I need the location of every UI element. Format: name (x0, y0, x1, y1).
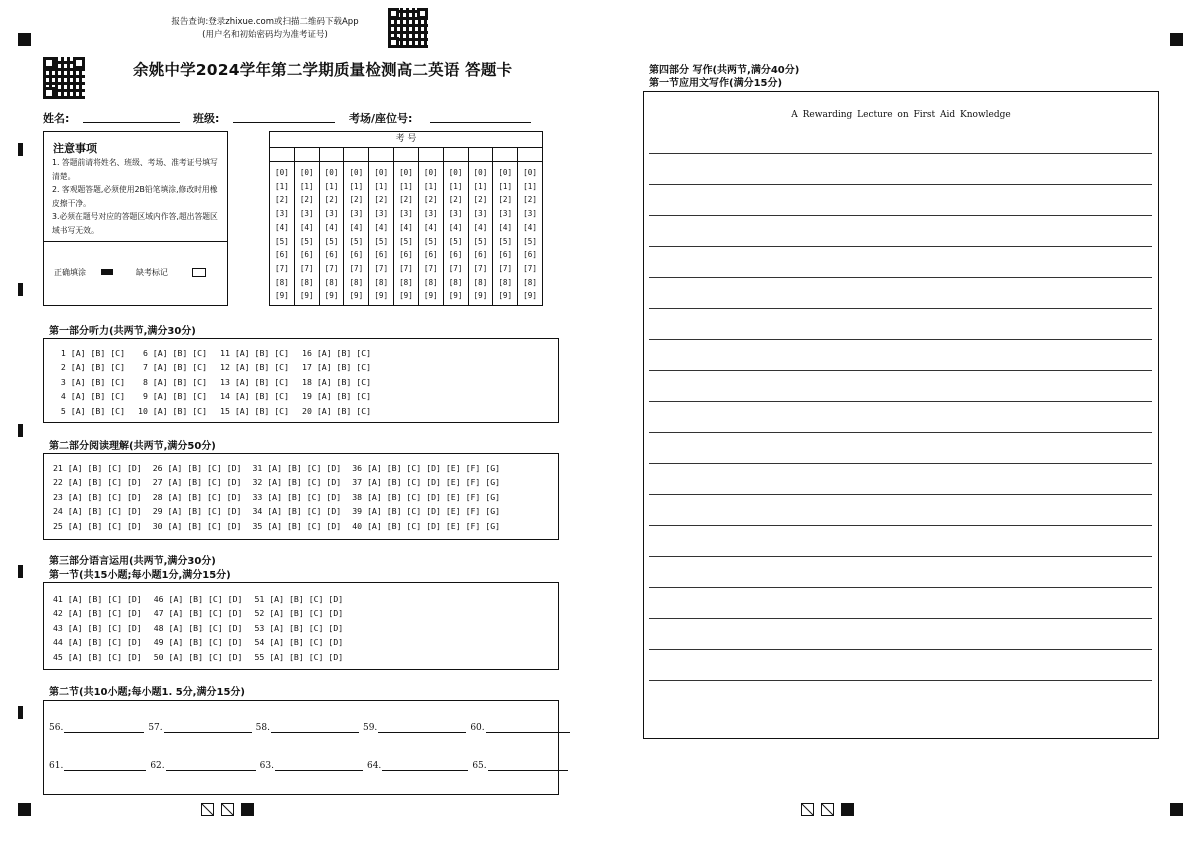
exam-digit-bubble[interactable]: [8] (523, 277, 537, 287)
answer-column (53, 592, 142, 664)
exam-digit-bubble[interactable]: [1] (473, 181, 488, 191)
answer-row[interactable]: 50 [A] [B] [C] [D] (153, 651, 243, 662)
exam-digit-bubble[interactable]: [5] (423, 236, 438, 246)
writing-line[interactable] (649, 277, 1152, 278)
answer-row[interactable]: 27 [A] [B] [C] [D] (152, 477, 242, 488)
exam-digit-bubble[interactable]: [9] (423, 291, 438, 301)
writing-box (643, 91, 1159, 739)
answer-row[interactable]: 4 [A] [B] [C] (56, 391, 126, 402)
part1-title: 第一部分听力(共两节,满分30分) (49, 326, 196, 337)
writing-line[interactable] (649, 215, 1152, 216)
exam-digit-bubble[interactable]: [2] (448, 195, 463, 205)
blank-64[interactable] (382, 760, 468, 771)
part4-section1-title: 第一节应用文写作(满分15分) (649, 78, 783, 89)
blank-number: 65. (472, 761, 487, 771)
exam-digit-bubble[interactable]: [8] (324, 277, 339, 287)
answer-column (154, 592, 243, 664)
exam-digit-bubble[interactable]: [0] (523, 168, 537, 177)
answer-row[interactable]: 44 [A] [B] [C] [D] (53, 637, 142, 648)
answer-row[interactable]: 54 [A] [B] [C] [D] (254, 637, 344, 648)
exam-digit-bubble[interactable]: [0] (423, 168, 438, 177)
notes-item: 2. 客观题答题,必须使用2B铅笔填涂,修改时用橡皮擦干净。 (52, 185, 218, 208)
exam-digit-bubble[interactable]: [4] (374, 222, 389, 232)
answer-column (220, 346, 289, 418)
answer-column (56, 346, 125, 418)
answer-row[interactable]: 23 [A] [B] [C] [D] (53, 491, 142, 502)
blank-number: 60. (470, 723, 485, 733)
exam-digit-bubble[interactable]: [8] (399, 277, 413, 287)
exam-number-column (320, 147, 345, 306)
exam-digit-bubble[interactable]: [0] (324, 168, 339, 177)
page-mark-group-left (201, 803, 254, 816)
correct-fill-label: 正确填涂 (54, 268, 86, 277)
writing-line[interactable] (649, 556, 1152, 557)
exam-digit-bubble[interactable]: [9] (374, 291, 389, 301)
answer-row[interactable]: 52 [A] [B] [C] [D] (254, 608, 344, 619)
exam-digit-bubble[interactable]: [7] (448, 263, 463, 273)
answer-row[interactable]: 39 [A] [B] [C] [D] [E] [F] [G] (352, 506, 501, 517)
notes-item: 3.必须在题号对应的答题区域内作答,超出答题区域书写无效。 (52, 212, 218, 235)
exam-digit-bubble[interactable]: [2] (374, 195, 389, 205)
blank-number: 62. (150, 761, 165, 771)
exam-number-header: 考 号 (270, 132, 542, 148)
exam-digit-bubble[interactable]: [1] (275, 181, 289, 191)
exam-digit-bubble[interactable]: [7] (275, 263, 289, 273)
exam-digit-bubble[interactable]: [4] (275, 222, 289, 232)
timing-mark (18, 565, 23, 578)
page-mark-group-right (801, 803, 854, 816)
exam-digit-bubble[interactable]: [6] (473, 250, 488, 260)
part4-title: 第四部分 写作(共两节,满分40分) (649, 65, 800, 76)
report-query-line2: (用户名和初始密码均为准考证号) (202, 30, 328, 40)
exam-digit-bubble[interactable]: [4] (423, 222, 438, 232)
exam-digit-bubble[interactable]: [8] (423, 277, 438, 287)
exam-digit-bubble[interactable]: [0] (275, 168, 289, 177)
exam-digit-bubble[interactable]: [1] (448, 181, 463, 191)
student-qr-code-icon (43, 57, 85, 99)
exam-digit-bubble[interactable]: [6] (423, 250, 438, 260)
writing-line[interactable] (649, 153, 1152, 154)
answer-row[interactable]: 25 [A] [B] [C] [D] (53, 520, 142, 531)
corner-mark-bottom-left (18, 803, 31, 816)
exam-digit-bubble[interactable]: [7] (349, 263, 364, 273)
exam-digit-bubble[interactable]: [6] (349, 250, 364, 260)
blank-63[interactable] (275, 760, 363, 771)
exam-digit-bubble[interactable]: [3] (374, 209, 389, 219)
answer-row[interactable]: 47 [A] [B] [C] [D] (153, 608, 243, 619)
blank-number: 61. (49, 761, 64, 771)
exam-digit-bubble[interactable]: [3] (523, 209, 537, 219)
exam-number-column (419, 147, 444, 306)
exam-digit-bubble[interactable]: [1] (423, 181, 438, 191)
exam-digit-bubble[interactable]: [8] (299, 277, 314, 287)
exam-digit-bubble[interactable]: [5] (448, 236, 463, 246)
writing-line[interactable] (649, 308, 1152, 309)
seat-field[interactable] (430, 122, 531, 123)
answer-row[interactable]: 21 [A] [B] [C] [D] (53, 463, 142, 473)
answer-row[interactable]: 15 [A] [B] [C] (220, 405, 290, 416)
exam-digit-bubble[interactable]: [6] (324, 250, 339, 260)
answer-column (138, 346, 207, 418)
blank-number: 58. (255, 723, 270, 733)
part3-answer-box (43, 582, 559, 670)
exam-digit-bubble[interactable]: [5] (498, 236, 513, 246)
blank-57[interactable] (164, 722, 252, 733)
answer-row[interactable]: 9 [A] [B] [C] (138, 391, 208, 402)
exam-digit-bubble[interactable]: [7] (498, 263, 513, 273)
answer-row[interactable]: 33 [A] [B] [C] [D] (252, 491, 342, 502)
part3-title: 第三部分语言运用(共两节,满分30分) (49, 556, 216, 567)
exam-digit-bubble[interactable]: [1] (498, 181, 513, 191)
blank-62[interactable] (166, 760, 256, 771)
exam-digit-bubble[interactable]: [1] (299, 181, 314, 191)
answer-row[interactable]: 20 [A] [B] [C] (302, 405, 372, 416)
report-query-notice (170, 16, 360, 42)
exam-digit-bubble[interactable]: [6] (448, 250, 463, 260)
answer-row[interactable]: 10 [A] [B] [C] (138, 405, 208, 416)
timing-mark (18, 424, 23, 437)
exam-digit-bubble[interactable]: [3] (423, 209, 438, 219)
answer-row[interactable]: 26 [A] [B] [C] [D] (152, 463, 242, 473)
filled-box-icon (841, 803, 854, 816)
exam-digit-bubble[interactable]: [4] (498, 222, 513, 232)
exam-digit-bubble[interactable]: [7] (399, 263, 413, 273)
exam-number-column (344, 147, 369, 306)
exam-digit-bubble[interactable]: [1] (399, 181, 413, 191)
answer-row[interactable]: 3 [A] [B] [C] (56, 376, 126, 387)
answer-row[interactable]: 40 [A] [B] [C] [D] [E] [F] [G] (352, 520, 501, 531)
exam-digit-bubble[interactable]: [2] (399, 195, 413, 205)
exam-digit-bubble[interactable]: [2] (498, 195, 513, 205)
answer-row[interactable]: 31 [A] [B] [C] [D] (252, 463, 342, 473)
blank-number: 57. (148, 723, 163, 733)
exam-digit-bubble[interactable]: [0] (299, 168, 314, 177)
part2-title: 第二部分阅读理解(共两节,满分50分) (49, 441, 216, 452)
answer-row[interactable]: 55 [A] [B] [C] [D] (254, 651, 344, 662)
exam-digit-bubble[interactable]: [4] (299, 222, 314, 232)
part3-section1-title: 第一节(共15小题;每小题1分,满分15分) (49, 570, 231, 581)
exam-number-column (444, 147, 469, 306)
blank-65[interactable] (488, 760, 568, 771)
writing-line[interactable] (649, 401, 1152, 402)
exam-digit-bubble[interactable]: [8] (275, 277, 289, 287)
blank-number: 63. (259, 761, 274, 771)
answer-column (252, 461, 341, 533)
blank-number: 64. (366, 761, 382, 771)
absent-mark-label: 缺考标记 (136, 268, 168, 277)
answer-row[interactable]: 30 [A] [B] [C] [D] (152, 520, 242, 531)
exam-digit-bubble[interactable]: [0] (498, 168, 513, 177)
answer-row[interactable]: 28 [A] [B] [C] [D] (152, 491, 242, 502)
exam-digit-bubble[interactable]: [7] (523, 263, 537, 273)
answer-column (302, 346, 371, 418)
fill-blank-box (43, 700, 559, 795)
exam-digit-bubble[interactable]: [5] (299, 236, 314, 246)
exam-digit-bubble[interactable]: [9] (349, 291, 364, 301)
exam-digit-bubble[interactable]: [5] (275, 236, 289, 246)
answer-row[interactable]: 5 [A] [B] [C] (56, 405, 126, 416)
answer-row[interactable]: 38 [A] [B] [C] [D] [E] [F] [G] (352, 491, 501, 502)
part1-answer-box (43, 338, 559, 423)
exam-digit-bubble[interactable]: [4] (523, 222, 537, 232)
exam-digit-bubble[interactable]: [8] (448, 277, 463, 287)
exam-digit-bubble[interactable]: [5] (399, 236, 413, 246)
exam-digit-bubble[interactable]: [3] (498, 209, 513, 219)
answer-row[interactable]: 19 [A] [B] [C] (302, 391, 372, 402)
exam-digit-bubble[interactable]: [5] (523, 236, 537, 246)
answer-column (254, 592, 343, 664)
exam-digit-bubble[interactable]: [3] (324, 209, 339, 219)
exam-number-column (493, 147, 518, 306)
writing-line[interactable] (649, 432, 1152, 433)
timing-mark (18, 706, 23, 719)
writing-line[interactable] (649, 680, 1152, 681)
exam-digit-bubble[interactable]: [2] (473, 195, 488, 205)
writing-line[interactable] (649, 370, 1152, 371)
exam-number-column (270, 147, 295, 306)
exam-digit-bubble[interactable]: [0] (374, 168, 389, 177)
exam-digit-bubble[interactable]: [9] (448, 291, 463, 301)
answer-row[interactable]: 12 [A] [B] [C] (220, 362, 290, 373)
exam-digit-bubble[interactable]: [7] (299, 263, 314, 273)
exam-digit-bubble[interactable]: [8] (374, 277, 389, 287)
blank-61[interactable] (64, 760, 146, 771)
slash-box-icon (801, 803, 814, 816)
exam-digit-bubble[interactable]: [1] (349, 181, 364, 191)
answer-row[interactable]: 37 [A] [B] [C] [D] [E] [F] [G] (352, 477, 501, 488)
answer-column (352, 461, 500, 533)
answer-row[interactable]: 29 [A] [B] [C] [D] (152, 506, 242, 517)
exam-digit-bubble[interactable]: [5] (324, 236, 339, 246)
name-label: 姓名: (43, 112, 70, 125)
answer-row[interactable]: 32 [A] [B] [C] [D] (252, 477, 342, 488)
writing-line[interactable] (649, 246, 1152, 247)
exam-digit-bubble[interactable]: [3] (399, 209, 413, 219)
exam-digit-bubble[interactable]: [9] (324, 291, 339, 301)
exam-digit-bubble[interactable]: [7] (374, 263, 389, 273)
answer-row[interactable]: 36 [A] [B] [C] [D] [E] [F] [G] (352, 463, 501, 473)
exam-digit-bubble[interactable]: [0] (399, 168, 413, 177)
writing-line[interactable] (649, 494, 1152, 495)
exam-digit-bubble[interactable]: [5] (374, 236, 389, 246)
blank-59[interactable] (378, 722, 466, 733)
answer-column (153, 461, 242, 533)
answer-row[interactable]: 41 [A] [B] [C] [D] (53, 594, 142, 604)
exam-digit-bubble[interactable]: [4] (324, 222, 339, 232)
absent-mark-checkbox[interactable] (192, 268, 206, 277)
exam-digit-bubble[interactable]: [4] (473, 222, 488, 232)
blank-56[interactable] (64, 722, 144, 733)
answer-row[interactable]: 51 [A] [B] [C] [D] (254, 594, 344, 604)
blank-number: 59. (362, 723, 378, 733)
exam-number-column (394, 147, 419, 306)
writing-line[interactable] (649, 587, 1152, 588)
name-field[interactable] (83, 122, 180, 123)
exam-digit-bubble[interactable]: [8] (498, 277, 513, 287)
exam-digit-bubble[interactable]: [1] (324, 181, 339, 191)
exam-number-column (295, 147, 320, 306)
exam-digit-bubble[interactable]: [9] (473, 291, 488, 301)
exam-digit-bubble[interactable]: [6] (299, 250, 314, 260)
exam-digit-bubble[interactable]: [3] (349, 209, 364, 219)
answer-row[interactable]: 22 [A] [B] [C] [D] (53, 477, 142, 488)
exam-digit-bubble[interactable]: [6] (374, 250, 389, 260)
exam-digit-bubble[interactable]: [9] (299, 291, 314, 301)
exam-digit-bubble[interactable]: [0] (448, 168, 463, 177)
exam-digit-bubble[interactable]: [0] (349, 168, 364, 177)
exam-digit-bubble[interactable]: [1] (523, 181, 537, 191)
exam-digit-bubble[interactable]: [5] (473, 236, 488, 246)
answer-row[interactable]: 8 [A] [B] [C] (138, 376, 208, 387)
answer-row[interactable]: 2 [A] [B] [C] (56, 362, 126, 373)
answer-row[interactable]: 42 [A] [B] [C] [D] (53, 608, 142, 619)
writing-line[interactable] (649, 339, 1152, 340)
blank-58[interactable] (271, 722, 359, 733)
notes-box (43, 131, 228, 306)
timing-mark (18, 143, 23, 156)
page-title: 余姚中学2024学年第二学期质量检测高二英语 答题卡 (133, 61, 513, 79)
corner-mark-bottom-right (1170, 803, 1183, 816)
answer-row[interactable]: 6 [A] [B] [C] (138, 348, 208, 358)
part3-section2-title: 第二节(共10小题;每小题1. 5分,满分15分) (49, 687, 245, 698)
exam-digit-bubble[interactable]: [6] (275, 250, 289, 260)
notes-title: 注意事项 (53, 142, 97, 155)
part2-answer-box (43, 453, 559, 540)
exam-digit-bubble[interactable]: [2] (523, 195, 537, 205)
correct-fill-sample-icon (101, 269, 113, 275)
exam-digit-bubble[interactable]: [7] (324, 263, 339, 273)
slash-box-icon (821, 803, 834, 816)
exam-digit-bubble[interactable]: [3] (448, 209, 463, 219)
answer-row[interactable]: 11 [A] [B] [C] (220, 348, 290, 358)
answer-row[interactable]: 34 [A] [B] [C] [D] (252, 506, 342, 517)
class-field[interactable] (233, 122, 335, 123)
exam-digit-bubble[interactable]: [9] (399, 291, 413, 301)
writing-line[interactable] (649, 463, 1152, 464)
answer-row[interactable]: 1 [A] [B] [C] (56, 348, 126, 358)
exam-digit-bubble[interactable]: [9] (275, 291, 289, 301)
writing-line[interactable] (649, 618, 1152, 619)
answer-row[interactable]: 48 [A] [B] [C] [D] (153, 622, 243, 633)
slash-box-icon (201, 803, 214, 816)
exam-digit-bubble[interactable]: [5] (349, 236, 364, 246)
seat-label: 考场/座位号: (349, 112, 413, 125)
class-label: 班级: (193, 112, 220, 125)
exam-digit-bubble[interactable]: [9] (523, 291, 537, 301)
answer-row[interactable]: 16 [A] [B] [C] (302, 348, 372, 358)
qr-code-icon (388, 8, 428, 48)
exam-number-column (469, 147, 494, 306)
writing-line[interactable] (649, 525, 1152, 526)
exam-digit-bubble[interactable]: [2] (324, 195, 339, 205)
exam-digit-bubble[interactable]: [4] (448, 222, 463, 232)
answer-row[interactable]: 35 [A] [B] [C] [D] (252, 520, 342, 531)
exam-digit-bubble[interactable]: [6] (399, 250, 413, 260)
answer-row[interactable]: 45 [A] [B] [C] [D] (53, 651, 142, 662)
timing-mark (18, 283, 23, 296)
exam-digit-bubble[interactable]: [6] (498, 250, 513, 260)
exam-number-column (369, 147, 394, 306)
slash-box-icon (221, 803, 234, 816)
essay-title: A Rewarding Lecture on First Aid Knowledge (791, 110, 1011, 120)
blank-number: 56. (49, 723, 64, 733)
exam-digit-bubble[interactable]: [0] (473, 168, 488, 177)
exam-digit-bubble[interactable]: [3] (473, 209, 488, 219)
exam-digit-bubble[interactable]: [7] (423, 263, 438, 273)
exam-digit-bubble[interactable]: [8] (349, 277, 364, 287)
exam-digit-bubble[interactable]: [8] (473, 277, 488, 287)
answer-row[interactable]: 24 [A] [B] [C] [D] (53, 506, 142, 517)
writing-line[interactable] (649, 184, 1152, 185)
answer-row[interactable]: 14 [A] [B] [C] (220, 391, 290, 402)
exam-digit-bubble[interactable]: [6] (523, 250, 537, 260)
exam-digit-bubble[interactable]: [1] (374, 181, 389, 191)
exam-digit-bubble[interactable]: [4] (349, 222, 364, 232)
corner-mark-top-left (18, 33, 31, 46)
exam-digit-bubble[interactable]: [3] (299, 209, 314, 219)
exam-number-column (518, 147, 542, 306)
exam-digit-bubble[interactable]: [2] (299, 195, 314, 205)
exam-digit-bubble[interactable]: [4] (399, 222, 413, 232)
answer-row[interactable]: 49 [A] [B] [C] [D] (153, 637, 243, 648)
exam-digit-bubble[interactable]: [2] (423, 195, 438, 205)
exam-digit-bubble[interactable]: [2] (275, 195, 289, 205)
exam-digit-bubble[interactable]: [7] (473, 263, 488, 273)
exam-digit-bubble[interactable]: [2] (349, 195, 364, 205)
answer-row[interactable]: 13 [A] [B] [C] (220, 376, 290, 387)
answer-row[interactable]: 53 [A] [B] [C] [D] (254, 622, 344, 633)
exam-digit-bubble[interactable]: [9] (498, 291, 513, 301)
blank-60[interactable] (486, 722, 570, 733)
notes-item: 1. 答题前请将姓名、班级、考场、准考证号填写清楚。 (52, 158, 218, 181)
writing-line[interactable] (649, 649, 1152, 650)
exam-number-grid (269, 131, 543, 306)
answer-row[interactable]: 18 [A] [B] [C] (302, 376, 372, 387)
corner-mark-top-right (1170, 33, 1183, 46)
answer-row[interactable]: 17 [A] [B] [C] (302, 362, 372, 373)
answer-column (53, 461, 142, 533)
filled-box-icon (241, 803, 254, 816)
exam-digit-bubble[interactable]: [3] (275, 209, 289, 219)
answer-row[interactable]: 7 [A] [B] [C] (138, 362, 208, 373)
answer-row[interactable]: 46 [A] [B] [C] [D] (153, 594, 243, 604)
answer-row[interactable]: 43 [A] [B] [C] [D] (53, 622, 142, 633)
report-query-line1: 报告查询:登录zhixue.com或扫描二维码下载App (171, 17, 359, 27)
